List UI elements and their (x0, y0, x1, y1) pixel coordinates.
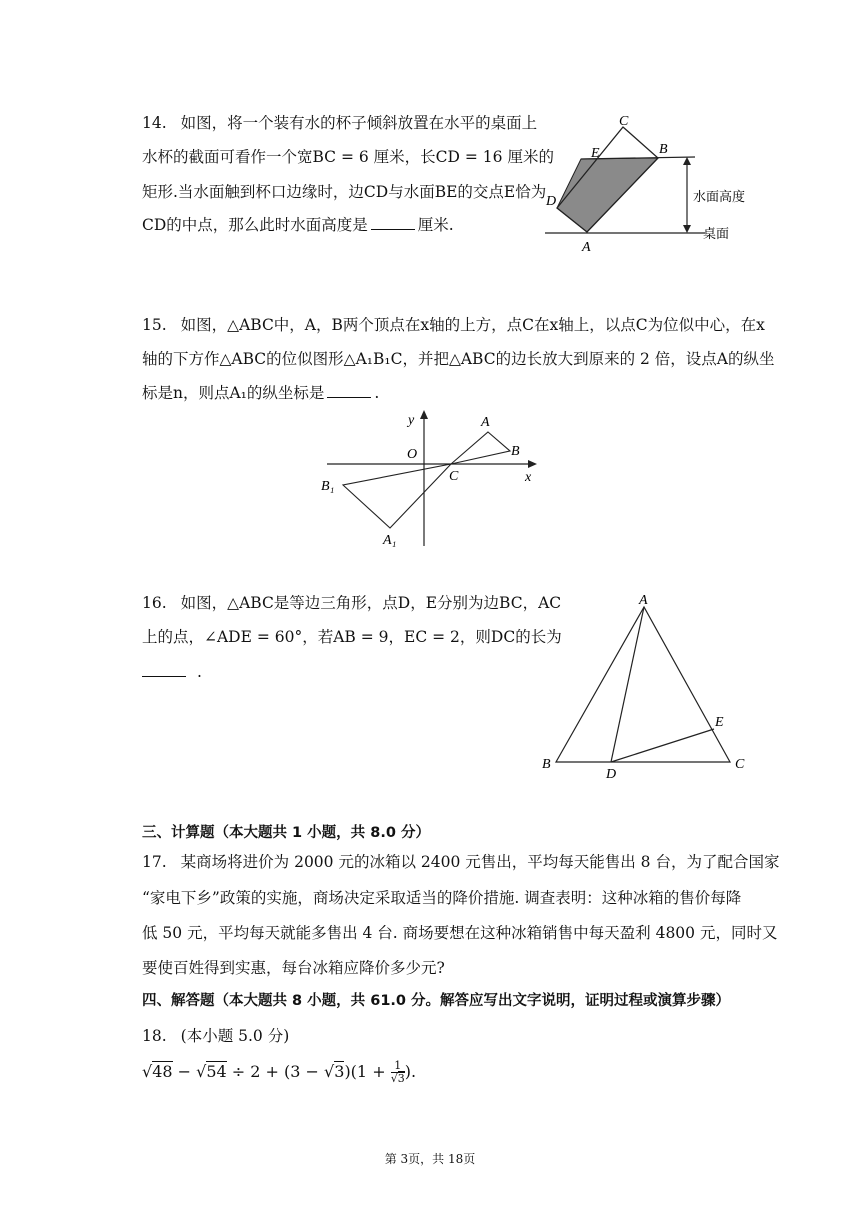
q14-line4: CD的中点，那么此时水面高度是 厘米. (142, 216, 454, 234)
q15-figure (315, 406, 550, 551)
segment-DE (611, 729, 714, 762)
q18-expression: √48 − √54 ÷ 2 + (3 − √3)(1 + $\frac{1}{√3}$ ). (142, 1059, 417, 1085)
triangle-ABC (556, 607, 730, 762)
q14-number: 14. (142, 114, 167, 132)
q14-line1: 14. 如图，将一个装有水的杯子倾斜放置在水平的桌面上 (142, 114, 538, 132)
answer-blank (142, 662, 186, 677)
label-B: B (659, 142, 668, 157)
label-A1: A₁ (383, 533, 397, 548)
q18-score: (本小题 5.0 分) (180, 1027, 290, 1045)
water-height-label: 水面高度 (693, 190, 746, 205)
label-D: D (546, 194, 557, 209)
x-axis-arrow (528, 460, 537, 468)
section-3-title: 三、计算题（本大题共 1 小题，共 8.0 分） (142, 825, 430, 841)
q15-line1: 15. 如图，△ABC中，A，B两个顶点在x轴的上方，点C在x轴上，以点C为位似中心，在x (142, 316, 765, 334)
label-B: B (542, 757, 551, 772)
label-C: C (619, 114, 629, 129)
label-x: x (525, 470, 532, 485)
label-C: C (449, 469, 459, 484)
q17-line4: 要使百姓得到实惠，每台冰箱应降价多少元? (142, 959, 445, 977)
arrow-head-up (683, 157, 691, 165)
q15-line3: 标是n，则点A₁的纵坐标是 . (142, 384, 380, 402)
label-E: E (715, 715, 724, 730)
q17-number: 17. (142, 853, 167, 871)
page-footer: 第 3页，共 18页 (384, 1152, 476, 1166)
triangle-ABC (451, 432, 510, 464)
q17-line3: 低 50 元，平均每天就能多售出 4 台. 商场要想在这种冰箱销售中每天盈利 4800 元，同时又 (142, 924, 778, 942)
q17-line1: 17. 某商场将进价为 2000 元的冰箱以 2400 元售出，平均每天能售出 8 台，为了配合国家 (142, 853, 780, 871)
label-E: E (591, 146, 600, 161)
label-A: A (481, 415, 490, 430)
label-B: B (511, 444, 520, 459)
q16-line1: 16. 如图，△ABC是等边三角形，点D，E分别为边BC，AC (142, 594, 562, 612)
label-D: D (606, 767, 617, 782)
q16-line3: . (142, 661, 202, 683)
y-axis-arrow (420, 410, 428, 419)
label-B1: B₁ (321, 479, 335, 494)
triangle-A1B1C (343, 464, 451, 528)
q15-number: 15. (142, 316, 167, 334)
label-O: O (407, 447, 418, 462)
label-A: A (582, 240, 591, 255)
table-label: 桌面 (703, 227, 730, 242)
answer-blank (371, 215, 415, 230)
q18-header (142, 1025, 289, 1047)
q14-line2: 水杯的截面可看作一个宽BC = 6 厘米，长CD = 16 厘米的 (142, 148, 554, 166)
q18-number: 18. (142, 1027, 167, 1045)
section-4-title: 四、解答题（本大题共 8 小题，共 61.0 分。解答应写出文字说明，证明过程或演算步骤） (142, 993, 731, 1009)
q16-number: 16. (142, 594, 167, 612)
label-C: C (735, 757, 745, 772)
q17-line2: “家电下乡”政策的实施，商场决定采取适当的降价措施. 调查表明：这种冰箱的售价每降 (142, 889, 742, 907)
q15-line2: 轴的下方作△ABC的位似图形△A₁B₁C，并把△ABC的边长放大到原来的 2 倍，设点A的纵坐 (142, 350, 775, 368)
q14-line3: 矩形.当水面触到杯口边缘时，边CD与水面BE的交点E恰为 (142, 183, 547, 201)
q16-line2: 上的点，∠ADE = 60°，若AB = 9，EC = 2，则DC的长为 (142, 628, 562, 646)
label-y: y (408, 413, 415, 428)
fraction: $\frac{1}{√3}$ (390, 1059, 405, 1085)
segment-AD (611, 607, 644, 762)
arrow-head-down (683, 225, 691, 233)
answer-blank (327, 383, 371, 398)
q14-figure (535, 110, 765, 260)
label-A: A (639, 593, 648, 608)
q16-figure (535, 592, 755, 782)
